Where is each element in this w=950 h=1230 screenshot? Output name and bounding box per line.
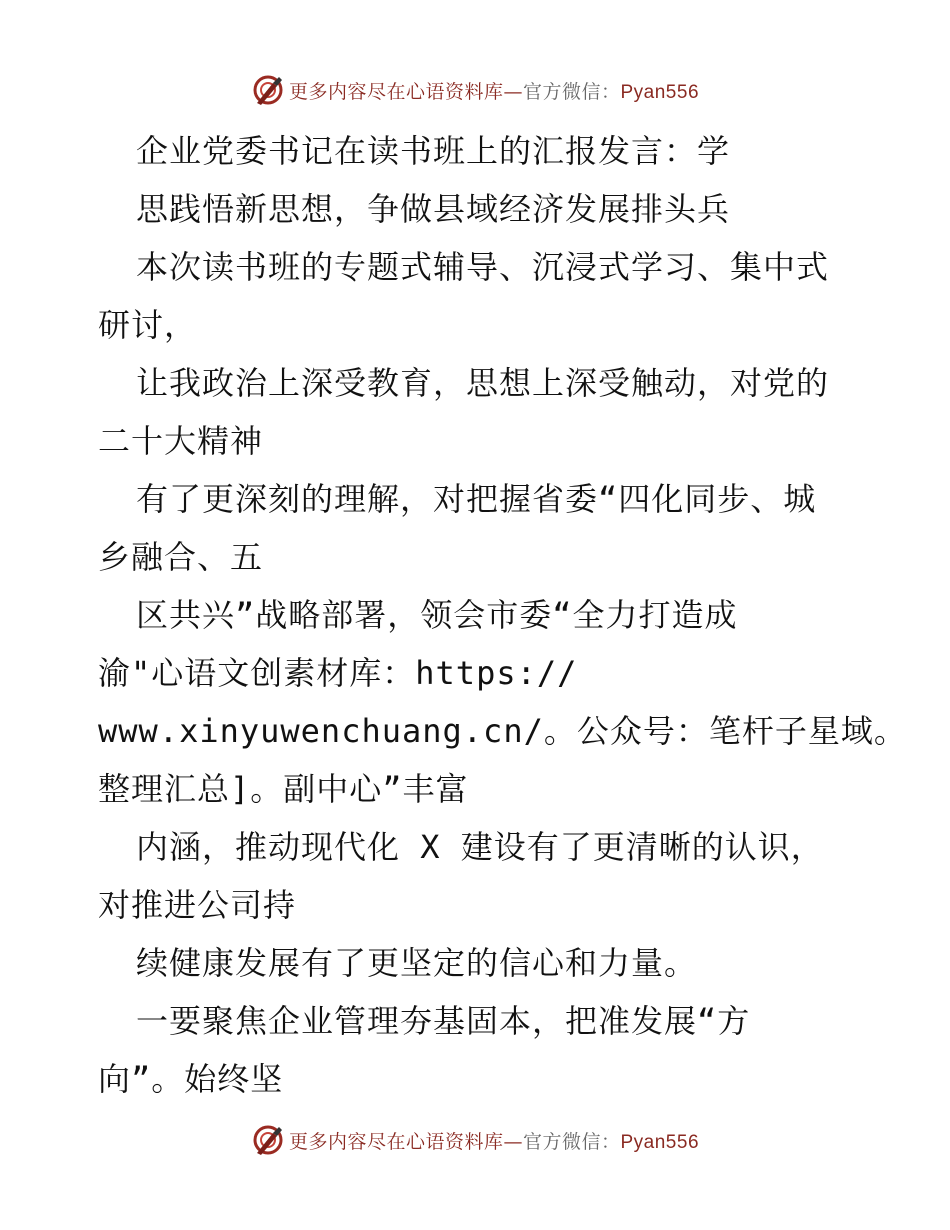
header-banner-main: 更多内容尽在心语资料库: [288, 80, 504, 103]
text-line: 二十大精神: [98, 422, 264, 460]
header-banner-separator: —: [503, 80, 523, 103]
text-line: 有了更深刻的理解，对把握省委“四化同步、城: [136, 480, 817, 518]
text-line: www.xinyuwenchuang.cn/。公众号：笔杆子星域。: [98, 712, 907, 750]
text-line: 区共兴”战略部署，领会市委“全力打造成: [136, 596, 738, 634]
text-line: 内涵，推动现代化 X 建设有了更清晰的认识，: [136, 828, 824, 866]
footer-wechat-id: Pyan556: [620, 1131, 700, 1153]
document-body: [98, 122, 907, 1108]
text-line: 对推进公司持: [98, 886, 297, 924]
text-line: 让我政治上深受教育，思想上深受触动，对党的: [136, 364, 830, 402]
pen-logo-icon: [251, 73, 285, 107]
text-line: 企业党委书记在读书班上的汇报发言：学: [136, 132, 731, 170]
header-banner[interactable]: [0, 70, 950, 110]
header-wechat-id: Pyan556: [620, 81, 700, 103]
pen-logo-icon: [251, 1123, 285, 1157]
header-wechat-label: 官方微信：: [522, 80, 621, 103]
text-line: 整理汇总]。副中心”丰富: [98, 770, 469, 808]
footer-wechat-label: 官方微信：: [522, 1130, 621, 1153]
text-line: 续健康发展有了更坚定的信心和力量。: [136, 944, 698, 982]
footer-banner[interactable]: [0, 1120, 950, 1160]
text-line: 本次读书班的专题式辅导、沉浸式学习、集中式: [136, 248, 830, 286]
text-line: 思践悟新思想，争做县域经济发展排头兵: [136, 190, 731, 228]
text-line: 研讨，: [98, 306, 198, 344]
header-banner-text: [289, 77, 699, 104]
footer-banner-separator: —: [503, 1130, 523, 1153]
text-line: 乡融合、五: [98, 538, 264, 576]
footer-banner-main: 更多内容尽在心语资料库: [288, 1130, 504, 1153]
text-line: 向”。始终坚: [98, 1060, 284, 1098]
footer-banner-text: [289, 1127, 699, 1154]
text-line: 一要聚焦企业管理夯基固本，把准发展“方: [136, 1002, 751, 1040]
text-line: 渝"心语文创素材库：https://: [98, 654, 578, 692]
